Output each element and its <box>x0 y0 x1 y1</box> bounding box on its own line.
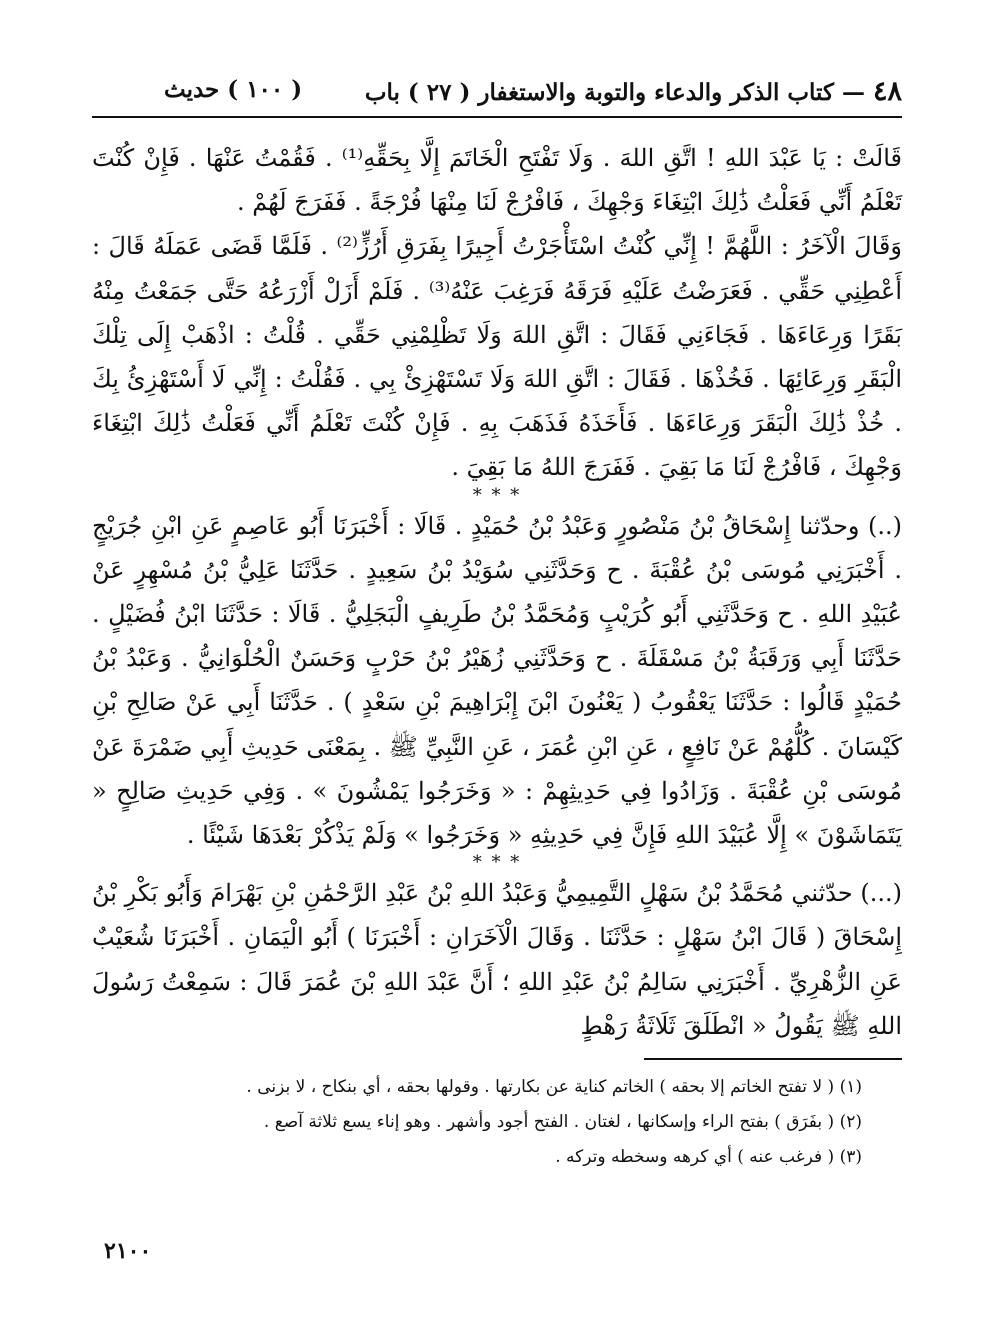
footnote-1: (١) ( لا تفتح الخاتم إلا بحقه ) الخاتم كناية عن بكارتها . وقولها بحقه ، أي بنكاح ، لا بزنى . <box>246 1077 862 1097</box>
body-paragraph-4: (...) حدّثني مُحَمَّدُ بْنُ سَهْلٍ التَّمِيمِيُّ وَعَبْدُ اللهِ بْنُ عَبْدِ الرَّحْمَٰنِ بْنِ بَهْرَامَ وَأَبُو بَكْرِ بْنُ إِسْحَاقَ ( قَالَ ابْنُ سَهْلٍ : حَدَّثَنَا . وَقَالَ الْآخَرَانِ : أَخْبَرَنَا ) أَبُو الْيَمَانِ . أَخْبَرَنَا شُعَيْبٌ عَنِ الزُّهْرِيِّ . أَخْبَرَنِي سَالِمُ بْنُ عَبْدِ اللهِ ؛ أَنَّ عَبْدَ اللهِ بْنَ عُمَرَ قَالَ : سَمِعْتُ رَسُولَ اللهِ ﷺ يَقُولُ « انْطَلَقَ ثَلَاثَةُ رَهْطٍ <box>92 879 902 1040</box>
header-page-number: ٤٨ <box>872 76 902 107</box>
header-hadith-number: ( ١٠٠ ) حديث <box>164 76 303 103</box>
footnote-rule <box>644 1058 902 1060</box>
body-paragraph-3: (..) وحدّثنا إِسْحَاقُ بْنُ مَنْصُورٍ وَعَبْدُ بْنُ حُمَيْدٍ . قَالَا : أَخْبَرَنَا أَبُو عَاصِمٍ عَنِ ابْنِ جُرَيْجٍ . أَخْبَرَنِي مُوسَى بْنُ عُقْبَةَ . ح وَحَدَّثَنِي سُوَيْدُ بْنُ سَعِيدٍ . حَدَّثَنَا عَلِيُّ بْنُ مُسْهِرٍ عَنْ عُبَيْدِ اللهِ . ح وَحَدَّثَنِي أَبُو كُرَيْبٍ وَمُحَمَّدُ بْنُ طَرِيفٍ الْبَجَلِيُّ . قَالَا : حَدَّثَنَا ابْنُ فُضَيْلٍ . حَدَّثَنَا أَبِي وَرَقَبَةُ بْنُ مَسْقَلَةَ . ح وَحَدَّثَنِي زُهَيْرُ بْنُ حَرْبٍ وَحَسَنٌ الْحُلْوَانِيُّ . وَعَبْدُ بْنُ حُمَيْدٍ قَالُوا : حَدَّثَنَا يَعْقُوبُ ( يَعْنُونَ ابْنَ إِبْرَاهِيمَ بْنِ سَعْدٍ ) . حَدَّثَنَا أَبِي عَنْ صَالِحِ بْنِ كَيْسَانَ . كُلُّهُمْ عَنْ نَافِعٍ ، عَنِ ابْنِ عُمَرَ ، عَنِ النَّبِيِّ ﷺ . بِمَعْنَى حَدِيثِ أَبِي ضَمْرَةَ عَنْ مُوسَى بْنِ عُقْبَةَ . وَزَادُوا فِي حَدِيثِهِمْ : « وَخَرَجُوا يَمْشُونَ » . وَفِي حَدِيثِ صَالِحٍ « يَتَمَاشَوْنَ » إِلَّا عُبَيْدَ اللهِ فَإِنَّ فِي حَدِيثِهِ « وَخَرَجُوا » وَلَمْ يَذْكُرْ بَعْدَهَا شَيْئًا . <box>92 511 903 850</box>
body-paragraph-1: قَالَتْ : يَا عَبْدَ اللهِ ! اتَّقِ اللهَ . وَلَا تَفْتَحِ الْخَاتَمَ إِلَّا بِحَقِّهِ⁽¹⁾ . فَقُمْتُ عَنْهَا . فَإِنْ كُنْتَ تَعْلَمُ أَنِّي فَعَلْتُ ذَٰلِكَ ابْتِغَاءَ وَجْهِكَ ، فَافْرُجْ لَنَا مِنْهَا فُرْجَةً . فَفَرَجَ لَهُمْ . <box>92 144 903 217</box>
section-separator: * * * <box>472 852 522 874</box>
footnote-2: (٢) ( بفَرَق ) بفتح الراء وإسكانها ، لغتان . الفتح أجود وأشهر . وهو إناء يسع ثلاثة آصع . <box>263 1112 862 1132</box>
section-separator: * * * <box>472 484 522 506</box>
header-rule <box>92 116 902 118</box>
running-header <box>92 70 902 116</box>
body-paragraph-2: وَقَالَ الْآخَرُ : اللَّهُمَّ ! إِنِّي كُنْتُ اسْتَأْجَرْتُ أَجِيرًا بِفَرَقِ أَرُزٍّ⁽²⁾ . فَلَمَّا قَضَى عَمَلَهُ قَالَ : أَعْطِنِي حَقِّي . فَعَرَضْتُ عَلَيْهِ فَرَقَهُ فَرَغِبَ عَنْهُ⁽³⁾ . فَلَمْ أَزَلْ أَزْرَعُهُ حَتَّى جَمَعْتُ مِنْهُ بَقَرًا وَرِعَاءَهَا . فَجَاءَنِي فَقَالَ : اتَّقِ اللهَ وَلَا تَظْلِمْنِي حَقِّي . قُلْتُ : اذْهَبْ إِلَى تِلْكَ الْبَقَرِ وَرِعَائِهَا . فَخُذْهَا . فَقَالَ : اتَّقِ اللهَ وَلَا تَسْتَهْزِئْ بِي . فَقُلْتُ : إِنِّي لَا أَسْتَهْزِئُ بِكَ . خُذْ ذَٰلِكَ الْبَقَرَ وَرِعَاءَهَا . فَأَخَذَهُ فَذَهَبَ بِهِ . فَإِنْ كُنْتَ تَعْلَمُ أَنِّي فَعَلْتُ ذَٰلِكَ ابْتِغَاءَ وَجْهِكَ ، فَافْرُجْ لَنَا مَا بَقِيَ . فَفَرَجَ اللهُ مَا بَقِيَ . <box>92 232 902 482</box>
document-page <box>92 70 902 1290</box>
footer-page-code: ٢١٠٠ <box>104 1238 152 1264</box>
footnote-3: (٣) ( فرغب عنه ) أي كرهه وسخطه وتركه . <box>555 1147 862 1167</box>
header-chapter: ( ٢٧ ) باب <box>364 79 471 106</box>
footnotes <box>142 1070 862 1175</box>
header-book-title: — كتاب الذكر والدعاء والتوبة والاستغفار <box>478 79 865 106</box>
header-title-group <box>365 76 902 107</box>
